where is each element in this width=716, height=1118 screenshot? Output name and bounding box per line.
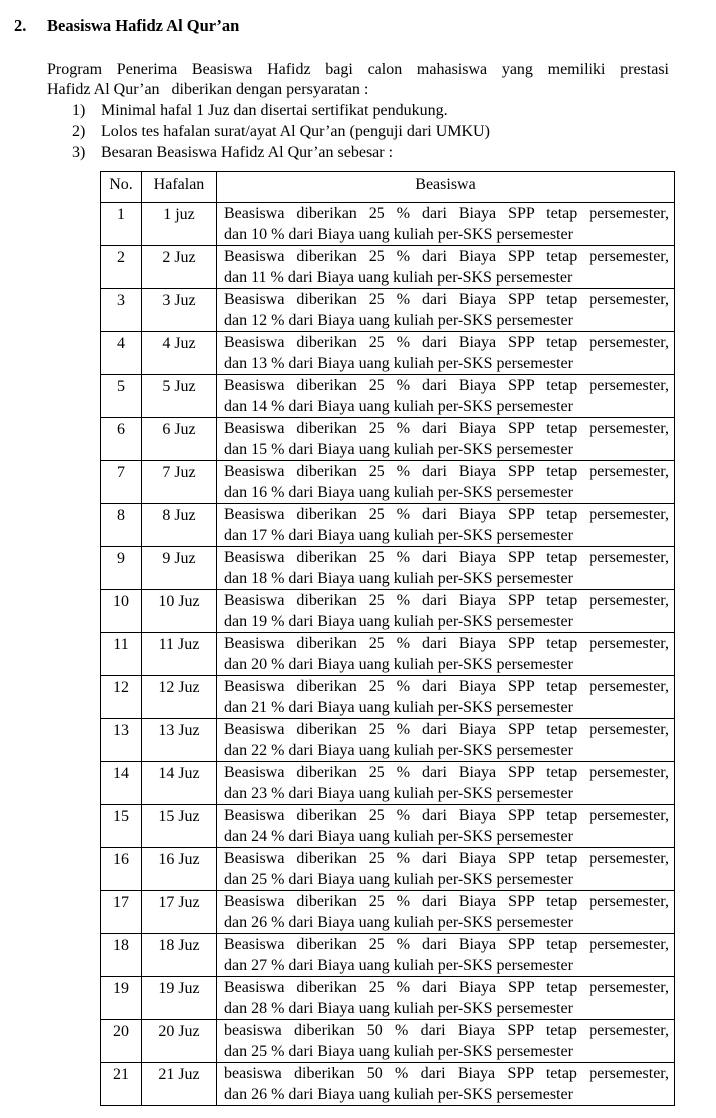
- beasiswa-line-2: dan 21 % dari Biaya uang kuliah per-SKS persemester: [224, 698, 573, 716]
- cell-hafalan: 19 Juz: [142, 977, 217, 1020]
- table-row: [101, 934, 675, 977]
- beasiswa-line-1: Beasiswa diberikan 25 % dari Biaya SPP tetap persemester,: [224, 334, 669, 351]
- cell-no: 17: [101, 891, 142, 934]
- cell-no: 19: [101, 977, 142, 1020]
- table-row: [101, 590, 675, 633]
- cell-no: 15: [101, 805, 142, 848]
- table-row: [101, 504, 675, 547]
- cell-no: 4: [101, 332, 142, 375]
- beasiswa-line-1: Beasiswa diberikan 25 % dari Biaya SPP tetap persemester,: [224, 549, 669, 566]
- cell-beasiswa: [217, 805, 675, 848]
- cell-hafalan: 1 juz: [142, 203, 217, 246]
- beasiswa-line-2: dan 23 % dari Biaya uang kuliah per-SKS persemester: [224, 784, 573, 802]
- cell-beasiswa: [217, 547, 675, 590]
- beasiswa-line-1: beasiswa diberikan 50 % dari Biaya SPP tetap persemester,: [224, 1022, 669, 1039]
- cell-hafalan: 15 Juz: [142, 805, 217, 848]
- header-no: No.: [101, 172, 142, 203]
- requirement-number: 3): [72, 144, 86, 161]
- cell-beasiswa: [217, 375, 675, 418]
- beasiswa-line-1: Beasiswa diberikan 25 % dari Biaya SPP tetap persemester,: [224, 377, 669, 394]
- cell-no: 16: [101, 848, 142, 891]
- beasiswa-line-2: dan 24 % dari Biaya uang kuliah per-SKS persemester: [224, 827, 573, 845]
- cell-beasiswa: [217, 891, 675, 934]
- requirement-text: Besaran Beasiswa Hafidz Al Qur’an sebesar :: [101, 144, 394, 161]
- beasiswa-line-2: dan 11 % dari Biaya uang kuliah per-SKS persemester: [224, 268, 573, 286]
- cell-hafalan: 7 Juz: [142, 461, 217, 504]
- beasiswa-line-2: dan 19 % dari Biaya uang kuliah per-SKS persemester: [224, 612, 573, 630]
- cell-beasiswa: [217, 289, 675, 332]
- intro-line-2: Hafidz Al Qur’an diberikan dengan persyaratan :: [47, 81, 369, 98]
- requirement-text: Minimal hafal 1 Juz dan disertai sertifikat pendukung.: [101, 102, 448, 119]
- cell-beasiswa: [217, 762, 675, 805]
- cell-no: 18: [101, 934, 142, 977]
- beasiswa-line-2: dan 25 % dari Biaya uang kuliah per-SKS persemester: [224, 870, 573, 888]
- beasiswa-line-2: dan 27 % dari Biaya uang kuliah per-SKS persemester: [224, 956, 573, 974]
- header-hafalan: Hafalan: [142, 172, 217, 203]
- table-row: [101, 762, 675, 805]
- table-row: [101, 719, 675, 762]
- cell-no: 2: [101, 246, 142, 289]
- beasiswa-line-1: Beasiswa diberikan 25 % dari Biaya SPP tetap persemester,: [224, 463, 669, 480]
- requirement-item: [72, 121, 490, 142]
- requirement-number: 2): [72, 123, 86, 140]
- table-row: [101, 375, 675, 418]
- requirement-number: 1): [72, 102, 86, 119]
- cell-hafalan: 3 Juz: [142, 289, 217, 332]
- cell-no: 20: [101, 1020, 142, 1063]
- cell-no: 21: [101, 1063, 142, 1106]
- beasiswa-line-1: Beasiswa diberikan 25 % dari Biaya SPP tetap persemester,: [224, 721, 669, 738]
- requirement-item: [72, 100, 490, 121]
- cell-hafalan: 5 Juz: [142, 375, 217, 418]
- beasiswa-line-1: Beasiswa diberikan 25 % dari Biaya SPP tetap persemester,: [224, 807, 669, 824]
- cell-beasiswa: [217, 633, 675, 676]
- cell-beasiswa: [217, 848, 675, 891]
- table-header-row: [101, 172, 675, 203]
- table-row: [101, 805, 675, 848]
- cell-beasiswa: [217, 977, 675, 1020]
- cell-beasiswa: [217, 934, 675, 977]
- table-row: [101, 461, 675, 504]
- table-row: [101, 332, 675, 375]
- cell-no: 7: [101, 461, 142, 504]
- cell-hafalan: 10 Juz: [142, 590, 217, 633]
- beasiswa-line-1: Beasiswa diberikan 25 % dari Biaya SPP tetap persemester,: [224, 248, 669, 265]
- cell-hafalan: 2 Juz: [142, 246, 217, 289]
- cell-no: 13: [101, 719, 142, 762]
- cell-no: 1: [101, 203, 142, 246]
- table-row: [101, 1063, 675, 1106]
- cell-beasiswa: [217, 1063, 675, 1106]
- cell-no: 3: [101, 289, 142, 332]
- cell-no: 6: [101, 418, 142, 461]
- cell-hafalan: 9 Juz: [142, 547, 217, 590]
- requirement-text: Lolos tes hafalan surat/ayat Al Qur’an (penguji dari UMKU): [101, 123, 490, 140]
- table-row: [101, 289, 675, 332]
- cell-hafalan: 6 Juz: [142, 418, 217, 461]
- beasiswa-line-1: Beasiswa diberikan 25 % dari Biaya SPP tetap persemester,: [224, 850, 669, 867]
- table-row: [101, 1020, 675, 1063]
- table-body: [101, 203, 675, 1106]
- beasiswa-line-1: beasiswa diberikan 50 % dari Biaya SPP tetap persemester,: [224, 1065, 669, 1082]
- beasiswa-line-1: Beasiswa diberikan 25 % dari Biaya SPP tetap persemester,: [224, 764, 669, 781]
- table-row: [101, 246, 675, 289]
- section-number: 2.: [14, 16, 27, 35]
- cell-no: 5: [101, 375, 142, 418]
- section-title: Beasiswa Hafidz Al Qur’an: [47, 16, 240, 35]
- requirement-item: [72, 142, 490, 163]
- table-row: [101, 418, 675, 461]
- cell-hafalan: 16 Juz: [142, 848, 217, 891]
- beasiswa-line-1: Beasiswa diberikan 25 % dari Biaya SPP tetap persemester,: [224, 678, 669, 695]
- cell-beasiswa: [217, 203, 675, 246]
- beasiswa-line-2: dan 17 % dari Biaya uang kuliah per-SKS persemester: [224, 526, 573, 544]
- cell-no: 10: [101, 590, 142, 633]
- cell-no: 11: [101, 633, 142, 676]
- section-heading: [14, 16, 239, 36]
- cell-beasiswa: [217, 418, 675, 461]
- cell-hafalan: 4 Juz: [142, 332, 217, 375]
- table-row: [101, 848, 675, 891]
- beasiswa-line-2: dan 10 % dari Biaya uang kuliah per-SKS persemester: [224, 225, 573, 243]
- cell-beasiswa: [217, 590, 675, 633]
- beasiswa-line-1: Beasiswa diberikan 25 % dari Biaya SPP tetap persemester,: [224, 205, 669, 222]
- cell-beasiswa: [217, 719, 675, 762]
- beasiswa-line-1: Beasiswa diberikan 25 % dari Biaya SPP tetap persemester,: [224, 420, 669, 437]
- intro-line-1: Program Penerima Beasiswa Hafidz bagi calon mahasiswa yang memiliki prestasi: [47, 61, 669, 78]
- beasiswa-line-1: Beasiswa diberikan 25 % dari Biaya SPP tetap persemester,: [224, 506, 669, 523]
- cell-no: 8: [101, 504, 142, 547]
- beasiswa-line-2: dan 26 % dari Biaya uang kuliah per-SKS persemester: [224, 913, 573, 931]
- cell-hafalan: 13 Juz: [142, 719, 217, 762]
- cell-beasiswa: [217, 1020, 675, 1063]
- cell-hafalan: 21 Juz: [142, 1063, 217, 1106]
- beasiswa-line-2: dan 26 % dari Biaya uang kuliah per-SKS persemester: [224, 1085, 573, 1103]
- beasiswa-line-2: dan 16 % dari Biaya uang kuliah per-SKS persemester: [224, 483, 573, 501]
- cell-hafalan: 12 Juz: [142, 676, 217, 719]
- cell-no: 9: [101, 547, 142, 590]
- beasiswa-line-2: dan 18 % dari Biaya uang kuliah per-SKS persemester: [224, 569, 573, 587]
- cell-beasiswa: [217, 504, 675, 547]
- cell-beasiswa: [217, 676, 675, 719]
- intro-paragraph: [47, 60, 669, 100]
- header-beasiswa: Beasiswa: [217, 172, 675, 203]
- cell-beasiswa: [217, 461, 675, 504]
- table-row: [101, 891, 675, 934]
- cell-hafalan: 11 Juz: [142, 633, 217, 676]
- beasiswa-line-2: dan 28 % dari Biaya uang kuliah per-SKS persemester: [224, 999, 573, 1017]
- cell-hafalan: 20 Juz: [142, 1020, 217, 1063]
- table-row: [101, 203, 675, 246]
- beasiswa-line-1: Beasiswa diberikan 25 % dari Biaya SPP tetap persemester,: [224, 979, 669, 996]
- table-row: [101, 977, 675, 1020]
- beasiswa-line-2: dan 25 % dari Biaya uang kuliah per-SKS persemester: [224, 1042, 573, 1060]
- beasiswa-line-1: Beasiswa diberikan 25 % dari Biaya SPP tetap persemester,: [224, 592, 669, 609]
- cell-hafalan: 18 Juz: [142, 934, 217, 977]
- table-row: [101, 547, 675, 590]
- beasiswa-line-1: Beasiswa diberikan 25 % dari Biaya SPP tetap persemester,: [224, 893, 669, 910]
- beasiswa-line-2: dan 15 % dari Biaya uang kuliah per-SKS persemester: [224, 440, 573, 458]
- table-row: [101, 676, 675, 719]
- beasiswa-line-2: dan 12 % dari Biaya uang kuliah per-SKS persemester: [224, 311, 573, 329]
- beasiswa-line-1: Beasiswa diberikan 25 % dari Biaya SPP tetap persemester,: [224, 291, 669, 308]
- cell-beasiswa: [217, 246, 675, 289]
- scholarship-table: [100, 171, 675, 1106]
- cell-hafalan: 17 Juz: [142, 891, 217, 934]
- table-row: [101, 633, 675, 676]
- cell-no: 12: [101, 676, 142, 719]
- requirements-list: [72, 100, 490, 163]
- cell-beasiswa: [217, 332, 675, 375]
- beasiswa-line-1: Beasiswa diberikan 25 % dari Biaya SPP tetap persemester,: [224, 635, 669, 652]
- cell-hafalan: 8 Juz: [142, 504, 217, 547]
- beasiswa-line-2: dan 14 % dari Biaya uang kuliah per-SKS persemester: [224, 397, 573, 415]
- beasiswa-line-2: dan 22 % dari Biaya uang kuliah per-SKS persemester: [224, 741, 573, 759]
- beasiswa-line-1: Beasiswa diberikan 25 % dari Biaya SPP tetap persemester,: [224, 936, 669, 953]
- cell-no: 14: [101, 762, 142, 805]
- cell-hafalan: 14 Juz: [142, 762, 217, 805]
- beasiswa-line-2: dan 13 % dari Biaya uang kuliah per-SKS persemester: [224, 354, 573, 372]
- beasiswa-line-2: dan 20 % dari Biaya uang kuliah per-SKS persemester: [224, 655, 573, 673]
